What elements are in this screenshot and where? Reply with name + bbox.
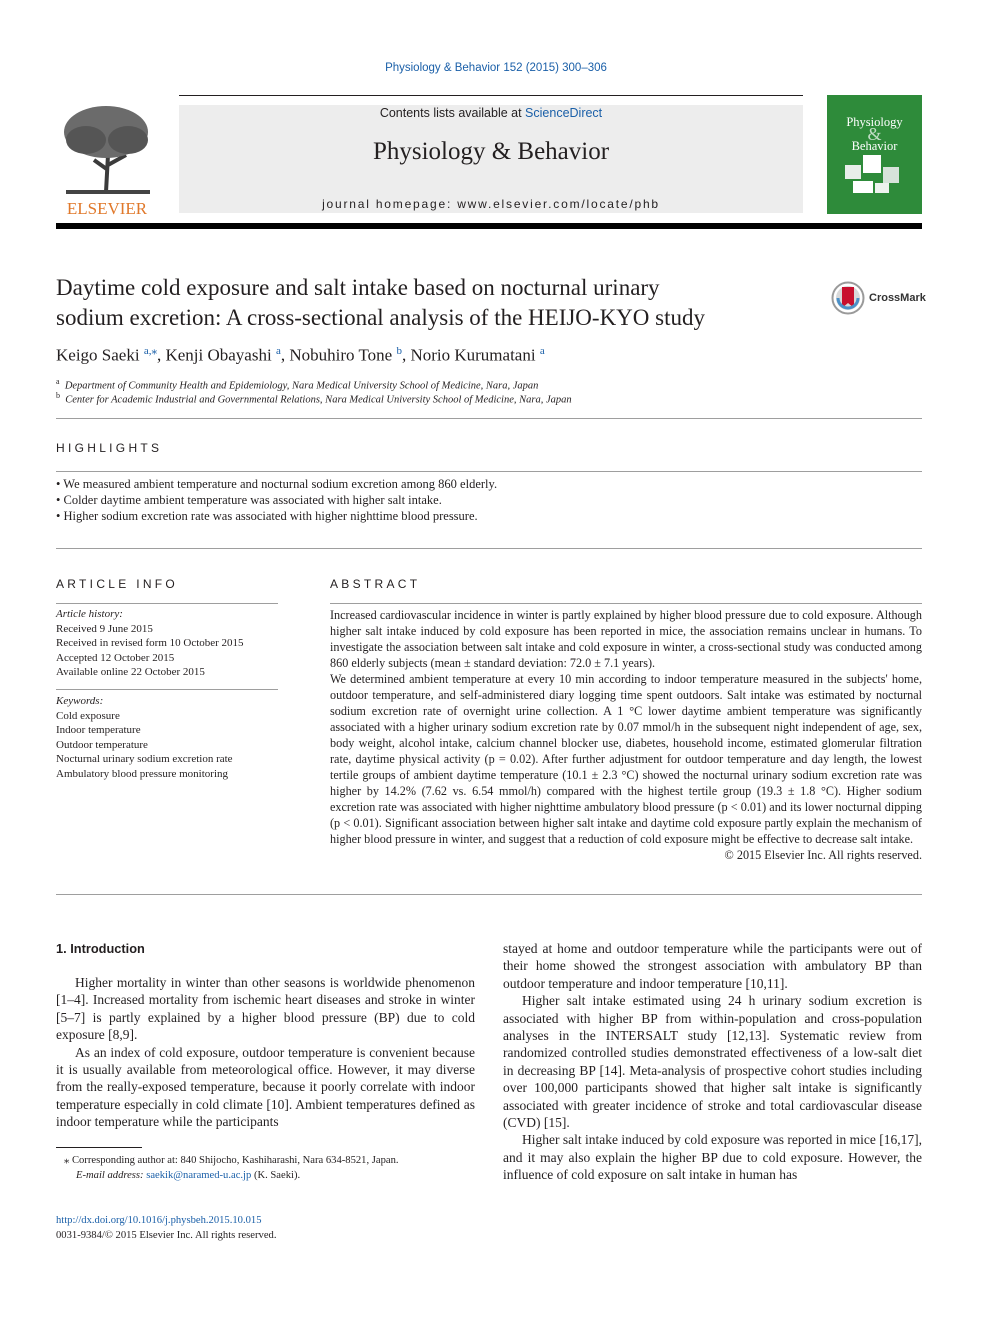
keyword: Ambulatory blood pressure monitoring [56, 767, 229, 780]
body-paragraph: Higher salt intake induced by cold exposure was reported in mice [16,17], and it may also explain the higher BP due to cold exposure. However, the influence of cold exposure on salt intake in human has [503, 1132, 923, 1183]
affiliation-b-marker: b [56, 391, 60, 400]
author-list [56, 344, 545, 366]
body-right-column [503, 940, 922, 1184]
affiliation-b [56, 391, 572, 406]
history-entry: Received in revised form 10 October 2015 [56, 637, 244, 650]
crossmark-icon [831, 281, 865, 315]
corresponding-author: ⁎ Corresponding author at: 840 Shijocho, Kashiharashi, Nara 634-8521, Japan. [64, 1155, 399, 1166]
keyword: Nocturnal urinary sodium excretion rate [56, 753, 233, 766]
header-top-rule [179, 95, 803, 96]
sciencedirect-link[interactable]: ScienceDirect [525, 106, 603, 120]
highlights-rule [56, 471, 922, 472]
email-link[interactable]: saekik@naramed-u.ac.jp [146, 1169, 252, 1181]
keyword: Indoor temperature [56, 724, 141, 737]
highlight-item: • Higher sodium excretion rate was associated with higher nighttime blood pressure. [56, 509, 478, 523]
email-suffix: (K. Saeki). [251, 1169, 301, 1181]
body-left-column [56, 974, 475, 1131]
doi-link[interactable]: http://dx.doi.org/10.1016/j.physbeh.2015.10.015 [56, 1215, 262, 1226]
running-head[interactable]: Physiology & Behavior 152 (2015) 300–306 [385, 62, 607, 74]
homepage-label: journal homepage: [322, 197, 458, 211]
rule-above-highlights [56, 418, 922, 419]
author-name[interactable]: Kenji Obayashi [165, 345, 272, 365]
affiliation-a-marker: a [56, 377, 60, 386]
author-name[interactable]: Norio Kurumatani [410, 345, 536, 365]
issn-line: 0031-9384/© 2015 Elsevier Inc. All rights reserved. [56, 1229, 277, 1241]
article-history [56, 607, 278, 680]
author-affiliation-marker[interactable]: a,⁎ [143, 345, 157, 357]
journal-title: Physiology & Behavior [372, 138, 610, 165]
abstract-body [330, 607, 922, 863]
affiliation-a [56, 377, 538, 392]
title-line-1: Daytime cold exposure and salt intake based on nocturnal urinary [56, 275, 660, 300]
abstract-paragraph-1: Increased cardiovascular incidence in winter is partly explained by higher blood pressure due to cold exposure. Although higher salt intake induced by cold exposure has been reported in mice, the association remains unclear in humans. To investigate the association between salt intake and cold exposure in winter, a cross-sectional study was conducted among 860 elderly subjects (mean ± standard deviation: 72.0 ± 7.1 years). [330, 608, 922, 670]
cover-title-line2: Behavior [851, 139, 898, 153]
cover-pattern [845, 155, 907, 195]
keywords [56, 694, 278, 782]
abstract-rule [330, 603, 922, 604]
keyword: Cold exposure [56, 709, 120, 722]
section-heading-introduction: 1. Introduction [56, 941, 145, 956]
affiliation-b-text: Center for Academic Industrial and Governmental Relations, Nara Medical University School of Medicine, Nara, Japan [65, 394, 572, 406]
article-info-rule [56, 603, 278, 604]
history-label: Article history: [56, 608, 123, 620]
author-name[interactable]: Nobuhiro Tone [289, 345, 393, 365]
email-label: E-mail address: [76, 1169, 147, 1181]
elsevier-wordmark: ELSEVIER [66, 199, 148, 218]
author-separator: , [280, 345, 290, 365]
author-separator: , [156, 345, 166, 365]
body-paragraph: Higher salt intake estimated using 24 h urinary sodium excretion is associated with higher BP from within-population and cross-population analyses in the INTERSALT study [12,13]. Systematic review from randomized controlled studies demonstrated effectiveness of a low-salt diet in decreasing BP [14]. Meta-analysis of prospective cohort studies including over 100,000 participants showed that higher salt intake is significantly associated with greater incidence of stroke and total cardiovascular disease (CVD) [15]. [503, 993, 922, 1131]
abstract-paragraph-2: We determined ambient temperature at every 10 min according to indoor temperature measured in the subjects' home, outdoor temperature, and self-administered diary logging time spent outdoors. Salt intake was estimated by nocturnal sodium excretion rate of overnight urine collection. A 1 °C lower daytime ambient temperature was significantly associated with a higher urinary sodium excretion rate by 0.07 mmol/h in the subsequent night independent of age, sex, body weight, alcohol intake, calcium channel blocker use, diabetes, household income, estimated glomerular filtration rate, daytime physical activity (p = 0.02). After further adjustment for outdoor temperature and day length, the lowest tertile groups of ambient daytime temperature (10.1 ± 2.3 °C) showed the nocturnal urinary sodium excretion rate was higher by 14.2% (7.62 vs. 6.54 mmol/h) compared with the highest tertile group (19.3 ± 1.8 °C). Higher sodium excretion rate was associated with higher nighttime ambulatory blood pressure (p < 0.01) and its lower nocturnal dipping (p < 0.01). Significant association between higher salt intake and daytime cold exposure partly explain the mechanism of higher blood pressure in winter, and suggest that a reduction of cold exposure might be effective to decrease salt intake. [330, 672, 922, 846]
body-paragraph: As an index of cold exposure, outdoor temperature is convenient because it is usually available from meteorological office. However, it may diverse from the really-exposed temperature, because it poorly correlate with indoor temperature especially in cold climate [10]. Ambient temperatures defined as indoor temperature while the participants [56, 1044, 475, 1130]
contents-prefix: Contents lists available at [379, 106, 526, 120]
history-entry: Available online 22 October 2015 [56, 666, 205, 679]
rule-below-abstract [56, 894, 922, 895]
body-paragraph: stayed at home and outdoor temperature while the participants were out of their home showed the strongest association with ambulatory BP than outdoor temperature and indoor temperature [10,11]. [503, 941, 922, 991]
article-title [56, 273, 776, 333]
journal-homepage [179, 197, 803, 211]
article-info-heading: ARTICLE INFO [56, 577, 179, 591]
doi-block [56, 1214, 276, 1243]
crossmark-label: CrossMark [869, 292, 926, 304]
highlights-heading: HIGHLIGHTS [56, 441, 163, 455]
author-affiliation-marker[interactable]: b [396, 345, 402, 357]
abstract-heading: ABSTRACT [330, 577, 421, 591]
highlight-item: • We measured ambient temperature and nocturnal sodium excretion among 860 elderly. [56, 477, 498, 491]
header-thick-rule [56, 223, 922, 229]
history-entry: Received 9 June 2015 [56, 622, 153, 635]
abstract-copyright: © 2015 Elsevier Inc. All rights reserved. [724, 848, 922, 862]
highlight-item: • Colder daytime ambient temperature was associated with higher salt intake. [56, 493, 442, 507]
author-separator: , [401, 345, 411, 365]
keywords-label: Keywords: [56, 695, 104, 707]
corresponding-footnote [64, 1154, 484, 1183]
elsevier-tree-logo [56, 100, 159, 218]
body-paragraph: Higher mortality in winter than other seasons is worldwide phenomenon [1–4]. Increased mortality from ischemic heart diseases and stroke in winter [5–7] is partly explained by a higher blood pressure (BP) due to cold exposure [8,9]. [56, 975, 475, 1043]
author-affiliation-marker[interactable]: a [275, 345, 281, 357]
keywords-rule [56, 689, 278, 690]
history-entry: Accepted 12 October 2015 [56, 651, 175, 664]
crossmark-badge[interactable] [831, 281, 926, 315]
author-affiliation-marker[interactable]: a [539, 345, 545, 357]
author-name[interactable]: Keigo Saeki [56, 345, 140, 365]
title-line-2: sodium excretion: A cross-sectional analysis of the HEIJO-KYO study [56, 305, 705, 330]
journal-cover-thumbnail[interactable] [827, 95, 922, 214]
homepage-url[interactable]: www.elsevier.com/locate/phb [457, 197, 660, 211]
affiliation-a-text: Department of Community Health and Epidemiology, Nara Medical University School of Medicine, Nara, Japan [64, 380, 539, 392]
keyword: Outdoor temperature [56, 738, 148, 751]
cover-title [827, 115, 922, 153]
footnote-rule [56, 1147, 142, 1148]
contents-line [179, 106, 803, 120]
rule-below-highlights [56, 548, 922, 549]
cover-title-line1: Physiology [846, 115, 903, 129]
cover-title-amp: & [867, 124, 882, 144]
